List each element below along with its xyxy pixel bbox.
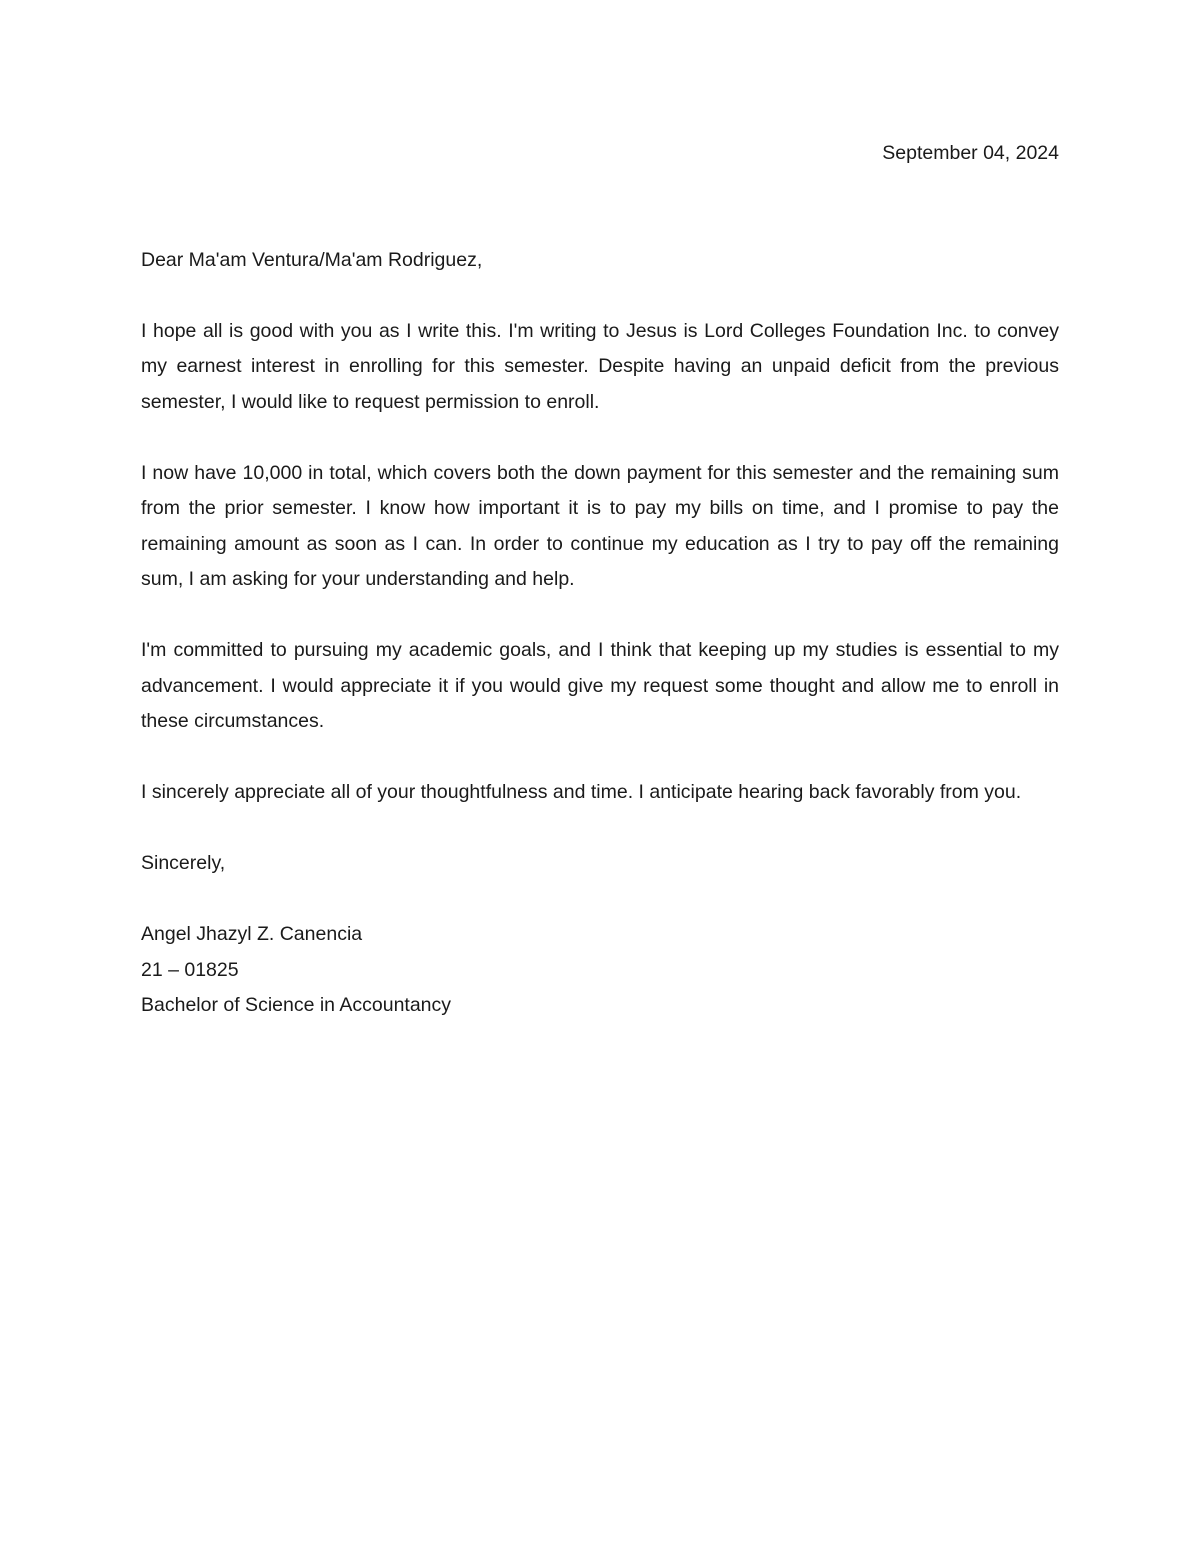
letter-date: September 04, 2024 [882,142,1059,164]
paragraph-commitment: I'm committed to pursuing my academic goals, and I think that keeping up my studies is essential to my advancement. I would appreciate it if you would give my request some thought and allow me to enroll in these circumstances. [141,639,1059,732]
student-id: 21 – 01825 [141,958,239,981]
signature-block [141,917,1059,1024]
paragraph-thanks: I sincerely appreciate all of your thoughtfulness and time. I anticipate hearing back favorably from you. [141,781,1022,803]
salutation: Dear Ma'am Ventura/Ma'am Rodriguez, [141,248,483,271]
signer-name: Angel Jhazyl Z. Canencia [141,923,363,945]
paragraph-intro: I hope all is good with you as I write this. I'm writing to Jesus is Lord Colleges Foundation Inc. to convey my earnest interest in enrolling for this semester. Despite having an unpaid deficit from the previous semester, I would like to request permission to enroll. [141,319,1059,413]
paragraph-payment: I now have 10,000 in total, which covers both the down payment for this semester and the remaining sum from the prior semester. I know how important it is to pay my bills on time, and I promise to pay the remaining amount as soon as I can. In order to continue my education as I try to pay off the remaining sum, I am asking for your understanding and help. [141,461,1059,590]
closing: Sincerely, [141,852,226,874]
letter-body [141,136,1059,1024]
degree-program: Bachelor of Science in Accountancy [141,994,452,1016]
